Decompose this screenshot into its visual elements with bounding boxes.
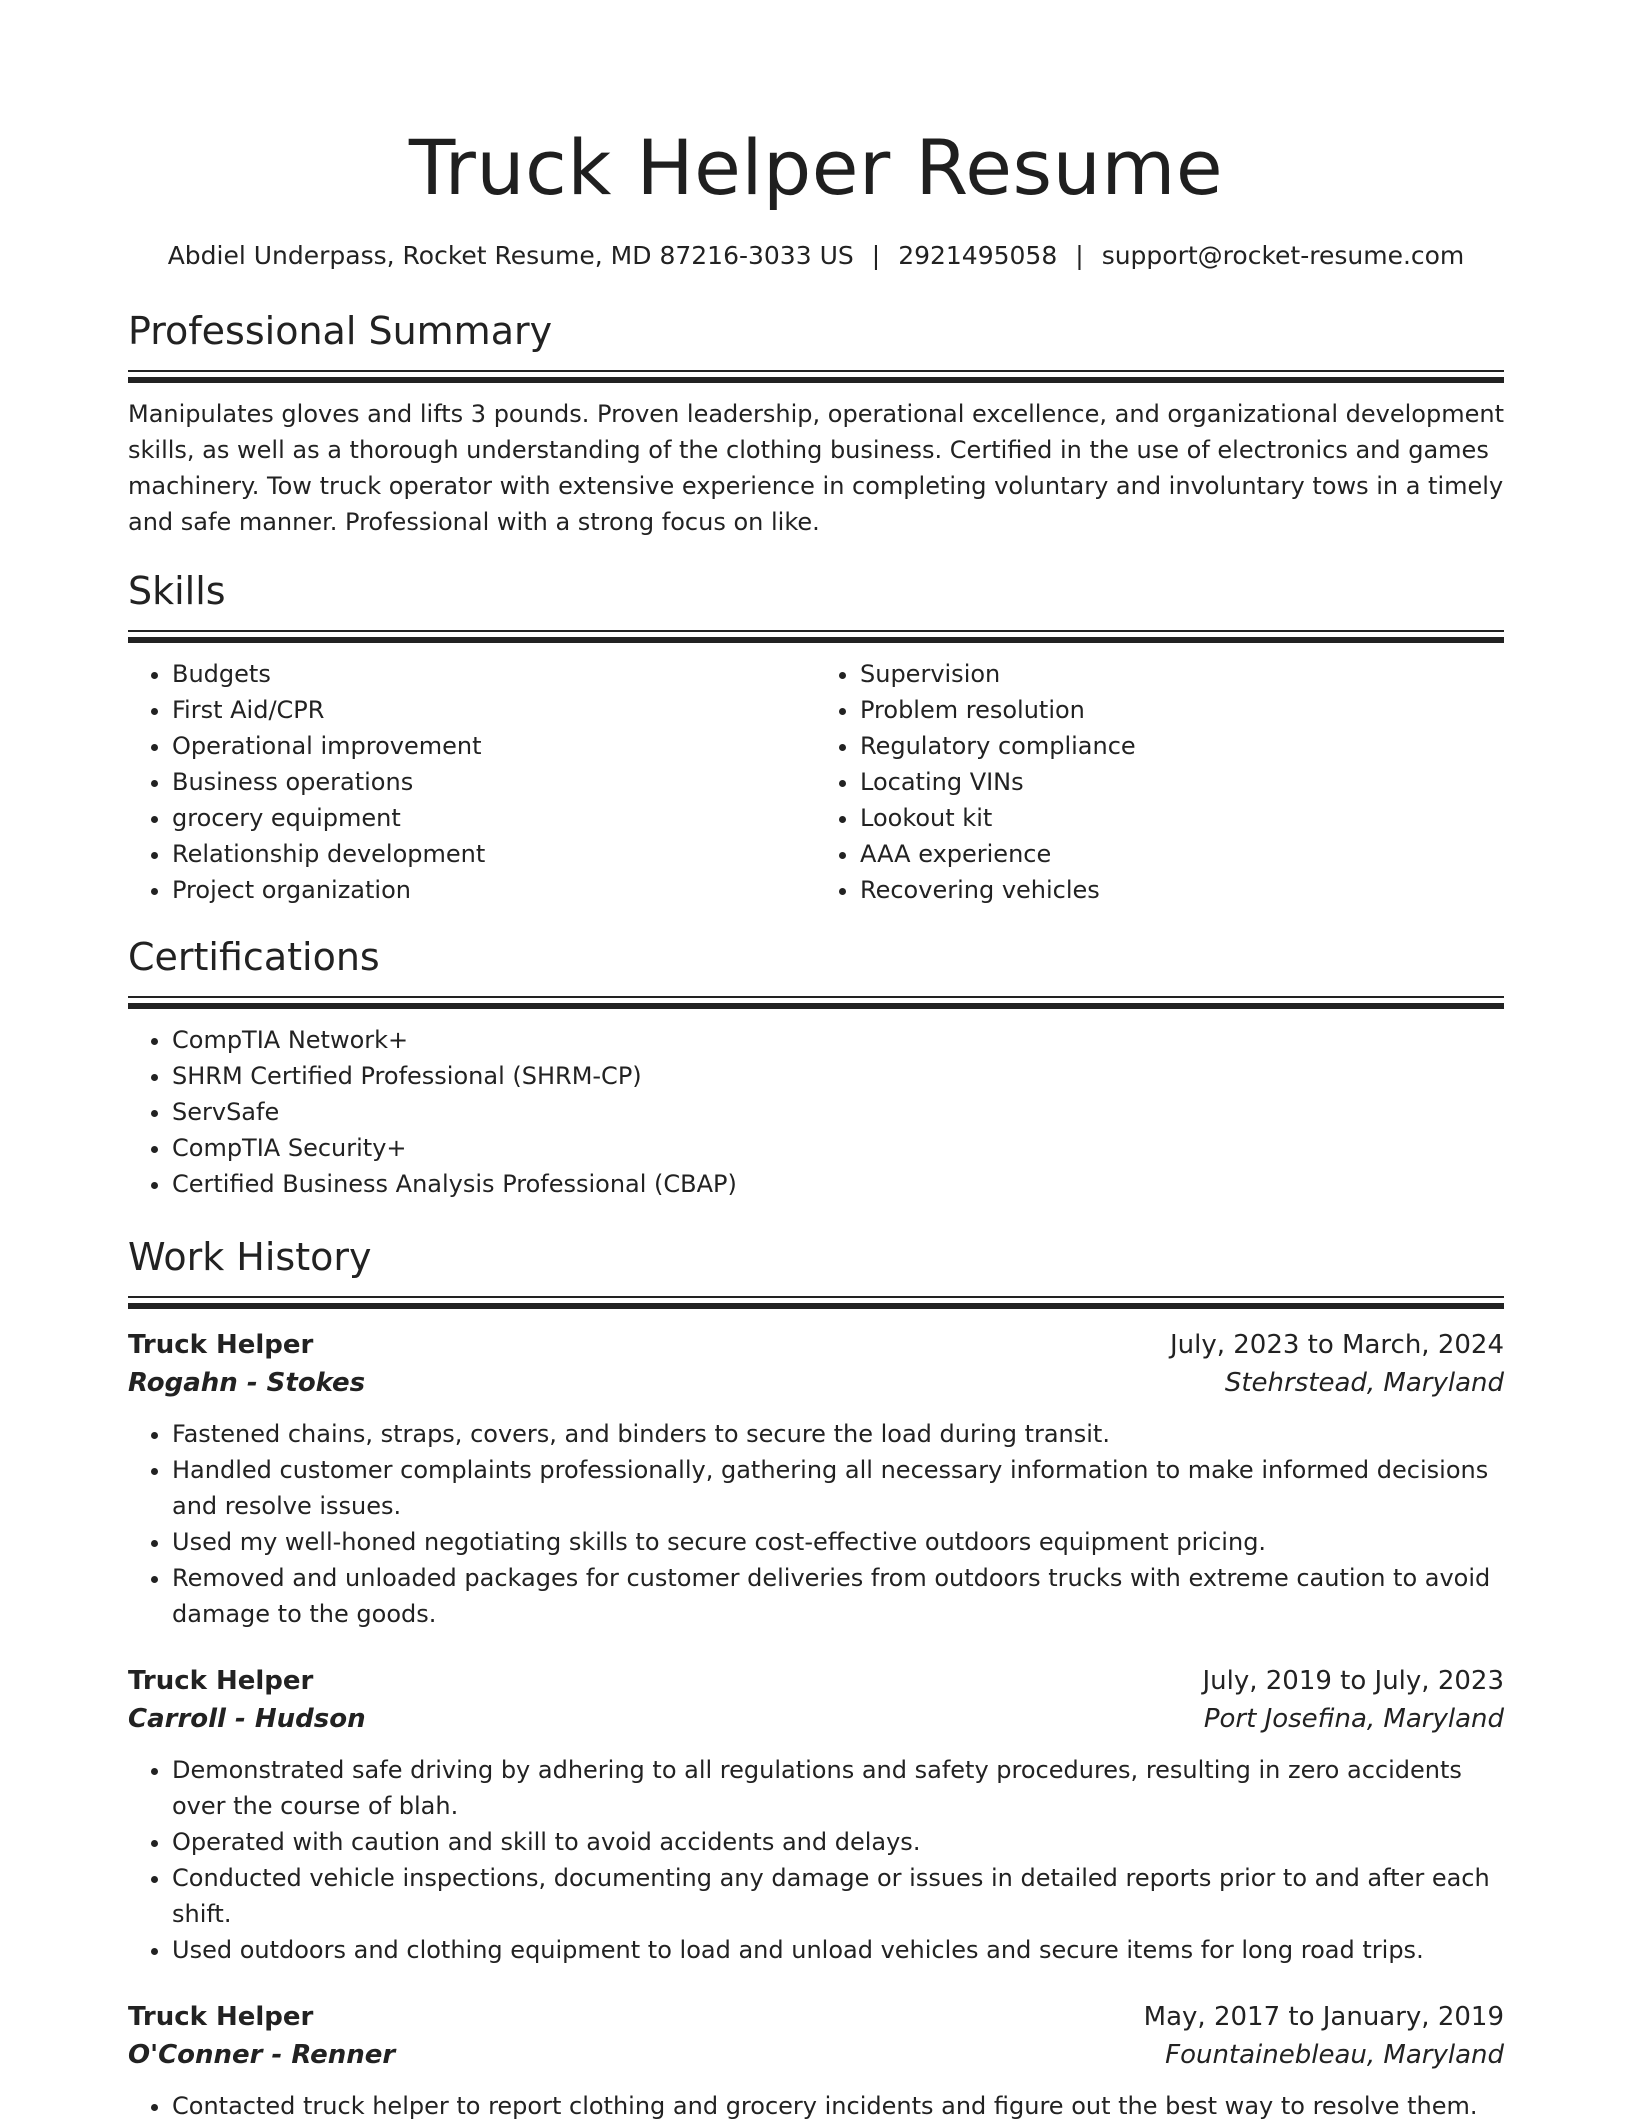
section-divider [128,630,1504,642]
skill-item: • AAA experience [860,836,1504,872]
certifications-section [128,932,1504,1202]
skills-heading: Skills [128,569,226,613]
job-bullet: • Conducted vehicle inspections, documenting any damage or issues in detailed reports prior to and after each shift. [172,1860,1504,1932]
job-header-row [128,1326,1504,1364]
job-bullet: • Contacted truck helper to report clothing and grocery incidents and figure out the best way to resolve them. [172,2088,1504,2124]
certification-item: • ServSafe [172,1094,1504,1130]
certification-item: • Certified Business Analysis Professional (CBAP) [172,1166,1504,1202]
job-entry [128,1326,1504,1632]
job-dates: July, 2023 to March, 2024 [1169,1330,1504,1360]
skill-item: • Project organization [172,872,816,908]
job-title: Truck Helper [128,1330,314,1360]
contact-email: support@rocket-resume.com [1101,241,1465,270]
certification-item: • CompTIA Security+ [172,1130,1504,1166]
skills-list-right [816,656,1504,908]
job-location: Port Josefina, Maryland [1203,1704,1504,1734]
contact-address: Abdiel Underpass, Rocket Resume, MD 87216-3033 US [167,241,854,270]
skill-item: • grocery equipment [172,800,816,836]
job-bullets [128,1752,1504,1968]
skill-item: • First Aid/CPR [172,692,816,728]
summary-heading: Professional Summary [128,309,553,353]
job-location: Fountainebleau, Maryland [1165,2040,1504,2070]
job-header-row [128,1998,1504,2036]
job-dates: May, 2017 to January, 2019 [1143,2002,1504,2032]
certification-item: • SHRM Certified Professional (SHRM-CP) [172,1058,1504,1094]
certifications-heading: Certifications [128,935,380,979]
section-divider [128,996,1504,1008]
job-title: Truck Helper [128,1666,314,1696]
skill-item: • Relationship development [172,836,816,872]
job-entry [128,1998,1504,2124]
skill-item: • Recovering vehicles [860,872,1504,908]
contact-line [128,240,1504,272]
job-bullet: • Used outdoors and clothing equipment to load and unload vehicles and secure items for long road trips. [172,1932,1504,1968]
skill-item: • Budgets [172,656,816,692]
skills-section [128,566,1504,908]
job-bullets [128,1416,1504,1632]
skill-item: • Lookout kit [860,800,1504,836]
job-dates: July, 2019 to July, 2023 [1202,1666,1504,1696]
skill-item: • Problem resolution [860,692,1504,728]
job-company: O'Conner - Renner [128,2040,396,2070]
contact-separator: | [871,241,881,270]
job-bullet: • Used my well-honed negotiating skills to secure cost-effective outdoors equipment pricing. [172,1524,1504,1560]
skill-item: • Operational improvement [172,728,816,764]
section-divider [128,370,1504,382]
job-bullet: • Demonstrated safe driving by adhering to all regulations and safety procedures, resulting in zero accidents over the course of blah. [172,1752,1504,1824]
summary-text: Manipulates gloves and lifts 3 pounds. Proven leadership, operational excellence, and organizational development skills, as well as a thorough understanding of the clothing business. Certified in the use of electronics and games machinery. Tow truck operator with extensive experience in completing voluntary and involuntary tows in a timely and safe manner. Professional with a strong focus on like. [128,400,1504,536]
skills-grid [128,642,1504,908]
skill-item: • Locating VINs [860,764,1504,800]
skill-item: • Supervision [860,656,1504,692]
work-history-heading: Work History [128,1235,372,1279]
job-company: Carroll - Hudson [128,1704,366,1734]
contact-phone: 2921495058 [898,241,1058,270]
summary-section [128,306,1504,540]
job-subheader-row [128,2036,1504,2074]
job-bullets [128,2088,1504,2124]
certifications-list [128,1022,1504,1202]
skill-item: • Business operations [172,764,816,800]
resume-title: Truck Helper Resume [408,123,1224,212]
resume-page [128,0,1504,2124]
job-subheader-row [128,1700,1504,1738]
job-bullet: • Operated with caution and skill to avoid accidents and delays. [172,1824,1504,1860]
job-subheader-row [128,1364,1504,1402]
job-header-row [128,1662,1504,1700]
work-history-section [128,1232,1504,2124]
job-bullet: • Fastened chains, straps, covers, and binders to secure the load during transit. [172,1416,1504,1452]
job-location: Stehrstead, Maryland [1224,1368,1504,1398]
job-title: Truck Helper [128,2002,314,2032]
skills-list-left [128,656,816,908]
certification-item: • CompTIA Network+ [172,1022,1504,1058]
job-bullet: • Handled customer complaints professionally, gathering all necessary information to make informed decisions and resolve issues. [172,1452,1504,1524]
job-company: Rogahn - Stokes [128,1368,366,1398]
section-divider [128,1296,1504,1308]
skill-item: • Regulatory compliance [860,728,1504,764]
job-bullet: • Removed and unloaded packages for customer deliveries from outdoors trucks with extreme caution to avoid damage to the goods. [172,1560,1504,1632]
job-entry [128,1662,1504,1968]
contact-separator: | [1075,241,1084,270]
